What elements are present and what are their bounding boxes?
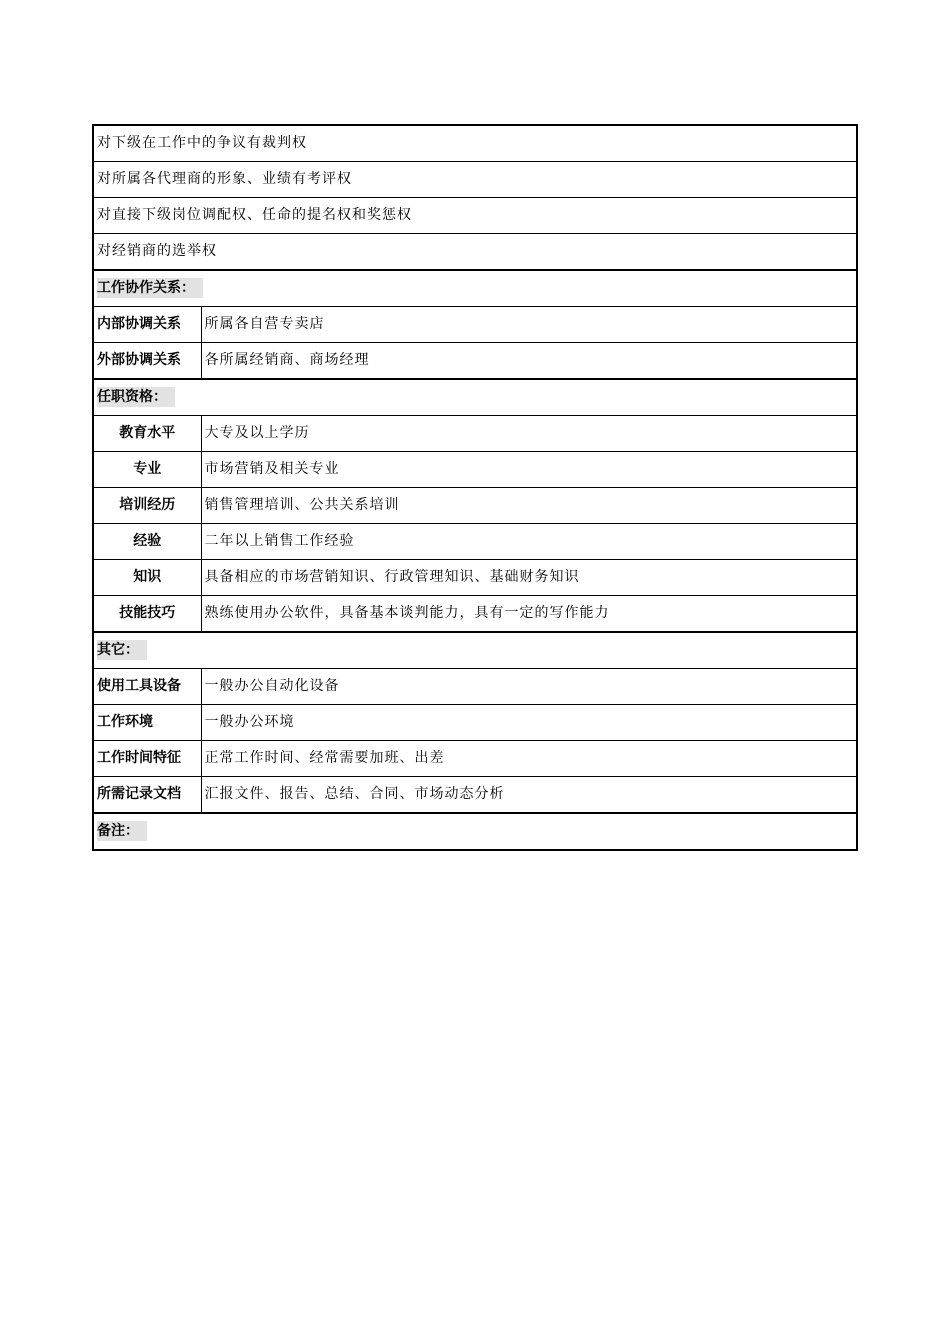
- qualification-row-skills: [93, 596, 857, 633]
- cooperation-row-external: [93, 343, 857, 380]
- field-label: 经验: [93, 524, 201, 560]
- authority-item: 对经销商的选举权: [93, 234, 857, 271]
- qualification-row-education: [93, 416, 857, 452]
- field-label: 专业: [93, 452, 201, 488]
- field-label: 使用工具设备: [93, 669, 201, 705]
- field-label: 工作环境: [93, 705, 201, 741]
- authority-item: 对所属各代理商的形象、业绩有考评权: [93, 162, 857, 198]
- other-row-tools: [93, 669, 857, 705]
- qualification-row-experience: [93, 524, 857, 560]
- cooperation-section-header: [93, 270, 857, 307]
- authority-row: [93, 125, 857, 162]
- section-title-notes: 备注：: [97, 821, 147, 841]
- field-value: 销售管理培训、公共关系培训: [201, 488, 857, 524]
- field-label: 工作时间特征: [93, 741, 201, 777]
- qualification-row-major: [93, 452, 857, 488]
- field-label: 内部协调关系: [93, 307, 201, 343]
- qualification-row-knowledge: [93, 560, 857, 596]
- field-value: 所属各自营专卖店: [201, 307, 857, 343]
- field-label: 教育水平: [93, 416, 201, 452]
- authority-row: [93, 198, 857, 234]
- field-value: 一般办公环境: [201, 705, 857, 741]
- qualifications-section-header: [93, 379, 857, 416]
- field-label: 知识: [93, 560, 201, 596]
- field-label: 技能技巧: [93, 596, 201, 633]
- cooperation-row-internal: [93, 307, 857, 343]
- field-value: 二年以上销售工作经验: [201, 524, 857, 560]
- field-value: 具备相应的市场营销知识、行政管理知识、基础财务知识: [201, 560, 857, 596]
- job-description-table: [92, 124, 858, 851]
- other-section-header: [93, 632, 857, 669]
- field-label: 外部协调关系: [93, 343, 201, 380]
- field-value: 市场营销及相关专业: [201, 452, 857, 488]
- field-value: 各所属经销商、商场经理: [201, 343, 857, 380]
- section-title-other: 其它：: [97, 640, 147, 660]
- qualification-row-training: [93, 488, 857, 524]
- other-row-documents: [93, 777, 857, 814]
- notes-section-header: [93, 813, 857, 850]
- authority-row: [93, 162, 857, 198]
- authority-item: 对直接下级岗位调配权、任命的提名权和奖惩权: [93, 198, 857, 234]
- field-label: 所需记录文档: [93, 777, 201, 814]
- field-value: 熟练使用办公软件，具备基本谈判能力，具有一定的写作能力: [201, 596, 857, 633]
- authority-item: 对下级在工作中的争议有裁判权: [93, 125, 857, 162]
- field-value: 一般办公自动化设备: [201, 669, 857, 705]
- authority-row: [93, 234, 857, 271]
- field-value: 大专及以上学历: [201, 416, 857, 452]
- other-row-work-hours: [93, 741, 857, 777]
- section-title-qualifications: 任职资格：: [97, 387, 175, 407]
- other-row-environment: [93, 705, 857, 741]
- field-value: 正常工作时间、经常需要加班、出差: [201, 741, 857, 777]
- section-title-cooperation: 工作协作关系：: [97, 278, 203, 298]
- field-label: 培训经历: [93, 488, 201, 524]
- field-value: 汇报文件、报告、总结、合同、市场动态分析: [201, 777, 857, 814]
